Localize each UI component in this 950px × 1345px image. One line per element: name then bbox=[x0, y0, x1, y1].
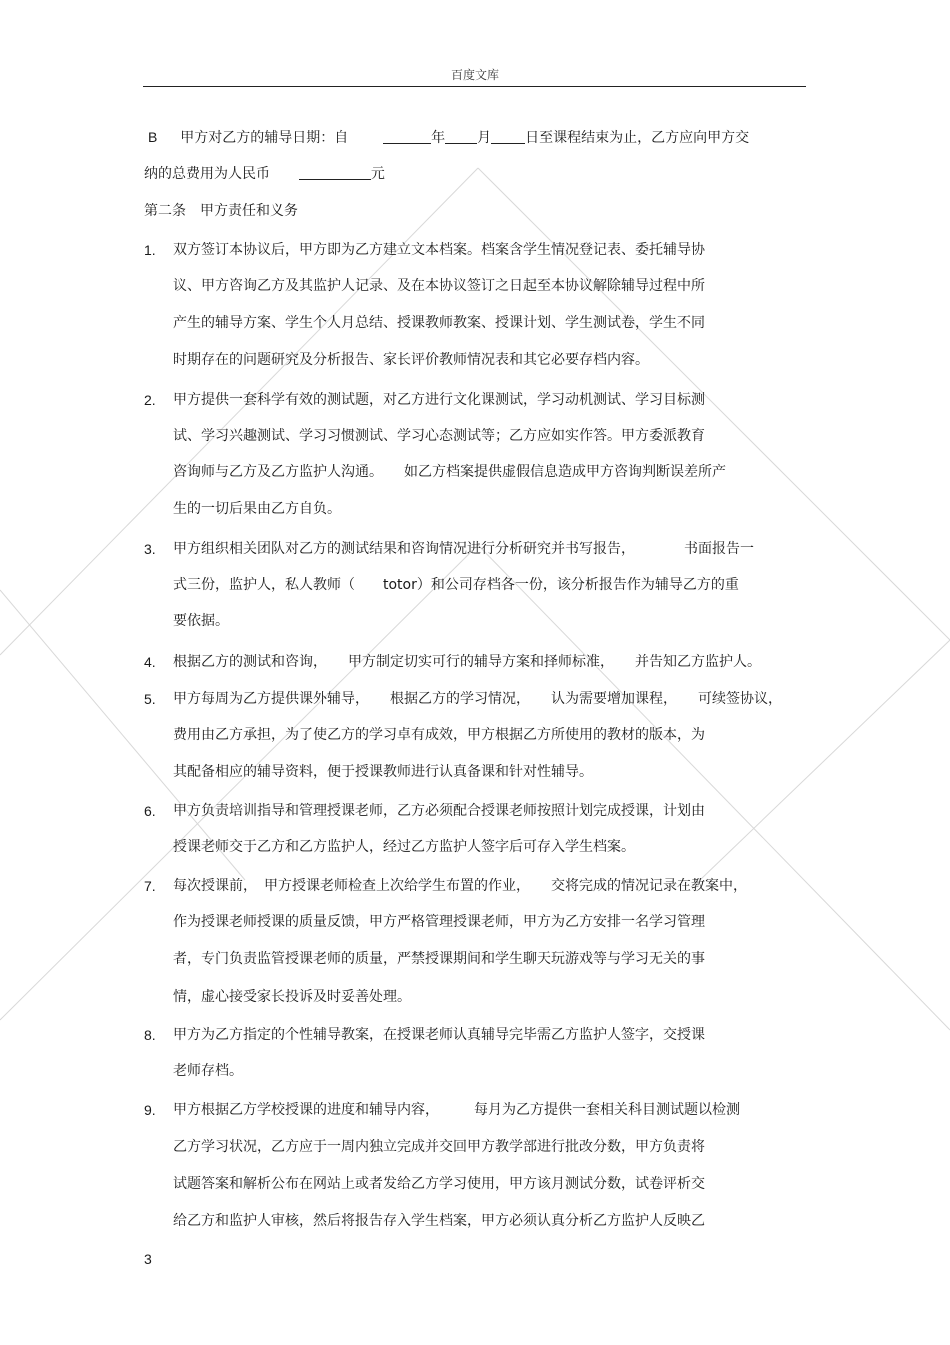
intro-line-1 bbox=[148, 127, 749, 148]
item-text-line: 产生的辅导方案、学生个人月总结、授课教师教案、授课计划、学生测试卷，学生不同 bbox=[173, 315, 705, 331]
day-blank bbox=[491, 129, 525, 144]
item-text-line: 甲方组织相关团队对乙方的测试结果和咨询情况进行分析研究并书写报告， 书面报告一 bbox=[173, 541, 754, 557]
item-text-line: 要依据。 bbox=[173, 613, 229, 629]
intro-label: B bbox=[148, 129, 158, 145]
day-tail: 日至课程结束为止，乙方应向甲方交 bbox=[525, 130, 750, 146]
item-text-line: 每次授课前， 甲方授课老师检查上次给学生布置的作业， 交将完成的情况记录在教案中， bbox=[173, 878, 747, 894]
page-number: 3 bbox=[144, 1251, 152, 1267]
header-rule bbox=[143, 86, 806, 87]
month-label: 月 bbox=[477, 130, 492, 146]
item-number: 6. bbox=[144, 803, 156, 819]
item-text-line: 双方签订本协议后，甲方即为乙方建立文本档案。档案含学生情况登记表、委托辅导协 bbox=[173, 242, 705, 258]
item-text-line: 试、学习兴趣测试、学习习惯测试、学习心态测试等；乙方应如实作答。甲方委派教育 bbox=[173, 428, 705, 444]
intro-line-2 bbox=[144, 164, 385, 184]
item-text-line: 费用由乙方承担，为了使乙方的学习卓有成效，甲方根据乙方所使用的教材的版本，为 bbox=[173, 727, 705, 743]
item-number: 1. bbox=[144, 242, 156, 258]
item-text-line: 其配备相应的辅导资料，便于授课教师进行认真备课和针对性辅导。 bbox=[173, 764, 593, 780]
fee-blank bbox=[299, 165, 371, 180]
item-text-line: 甲方每周为乙方提供课外辅导， 根据乙方的学习情况， 认为需要增加课程， 可续签协议， bbox=[173, 691, 782, 707]
item-text-line: 甲方根据乙方学校授课的进度和辅导内容， 每月为乙方提供一套相关科目测试题以检测 bbox=[173, 1102, 740, 1118]
item-text-line: 乙方学习状况，乙方应于一周内独立完成并交回甲方教学部进行批改分数，甲方负责将 bbox=[173, 1139, 705, 1155]
intro-text: 甲方对乙方的辅导日期：自 bbox=[180, 130, 349, 146]
item-number: 4. bbox=[144, 654, 156, 670]
item-text-line: 甲方提供一套科学有效的测试题，对乙方进行文化课测试，学习动机测试、学习目标测 bbox=[173, 392, 705, 408]
item-text-line: 式三份，监护人，私人教师（ totor）和公司存档各一份，该分析报告作为辅导乙方的重 bbox=[173, 577, 739, 593]
item-text-line: 生的一切后果由乙方自负。 bbox=[173, 501, 341, 517]
header-title: 百度文库 bbox=[450, 68, 499, 82]
item-text-line: 授课老师交于乙方和乙方监护人，经过乙方监护人签字后可存入学生档案。 bbox=[173, 839, 635, 855]
item-number: 8. bbox=[144, 1027, 156, 1043]
item-text-line: 作为授课老师授课的质量反馈，甲方严格管理授课老师，甲方为乙方安排一名学习管理 bbox=[173, 914, 705, 930]
item-number: 2. bbox=[144, 392, 156, 408]
item-number: 3. bbox=[144, 541, 156, 557]
item-text-line: 时期存在的问题研究及分析报告、家长评价教师情况表和其它必要存档内容。 bbox=[173, 352, 649, 368]
month-blank bbox=[445, 129, 477, 144]
currency-label: 元 bbox=[370, 166, 385, 182]
item-text-line: 者，专门负责监管授课老师的质量，严禁授课期间和学生聊天玩游戏等与学习无关的事 bbox=[173, 951, 705, 967]
item-text-line: 老师存档。 bbox=[173, 1063, 243, 1079]
item-text-line: 议、甲方咨询乙方及其监护人记录、及在本协议签订之日起至本协议解除辅导过程中所 bbox=[173, 278, 705, 294]
year-blank bbox=[383, 129, 431, 144]
item-text-line: 根据乙方的测试和咨询， 甲方制定切实可行的辅导方案和择师标准， 并告知乙方监护人。 bbox=[173, 654, 761, 670]
item-number: 5. bbox=[144, 691, 156, 707]
item-text-line: 甲方负责培训指导和管理授课老师，乙方必须配合授课老师按照计划完成授课，计划由 bbox=[173, 803, 705, 819]
item-text-line: 情，虚心接受家长投诉及时妥善处理。 bbox=[173, 989, 411, 1005]
item-text-line: 试题答案和解析公布在网站上或者发给乙方学习使用，甲方该月测试分数，试卷评析交 bbox=[173, 1176, 705, 1192]
year-label: 年 bbox=[431, 130, 446, 146]
item-number: 7. bbox=[144, 878, 156, 894]
fee-text: 纳的总费用为人民币 bbox=[144, 166, 270, 182]
item-text-line: 甲方为乙方指定的个性辅导教案，在授课老师认真辅导完毕需乙方监护人签字，交授课 bbox=[173, 1027, 705, 1043]
item-text-line: 给乙方和监护人审核，然后将报告存入学生档案，甲方必须认真分析乙方监护人反映乙 bbox=[173, 1213, 705, 1229]
article-title: 第二条 甲方责任和义务 bbox=[144, 203, 298, 219]
item-number: 9. bbox=[144, 1102, 156, 1118]
item-text-line: 咨询师与乙方及乙方监护人沟通。 如乙方档案提供虚假信息造成甲方咨询判断误差所产 bbox=[173, 464, 726, 480]
